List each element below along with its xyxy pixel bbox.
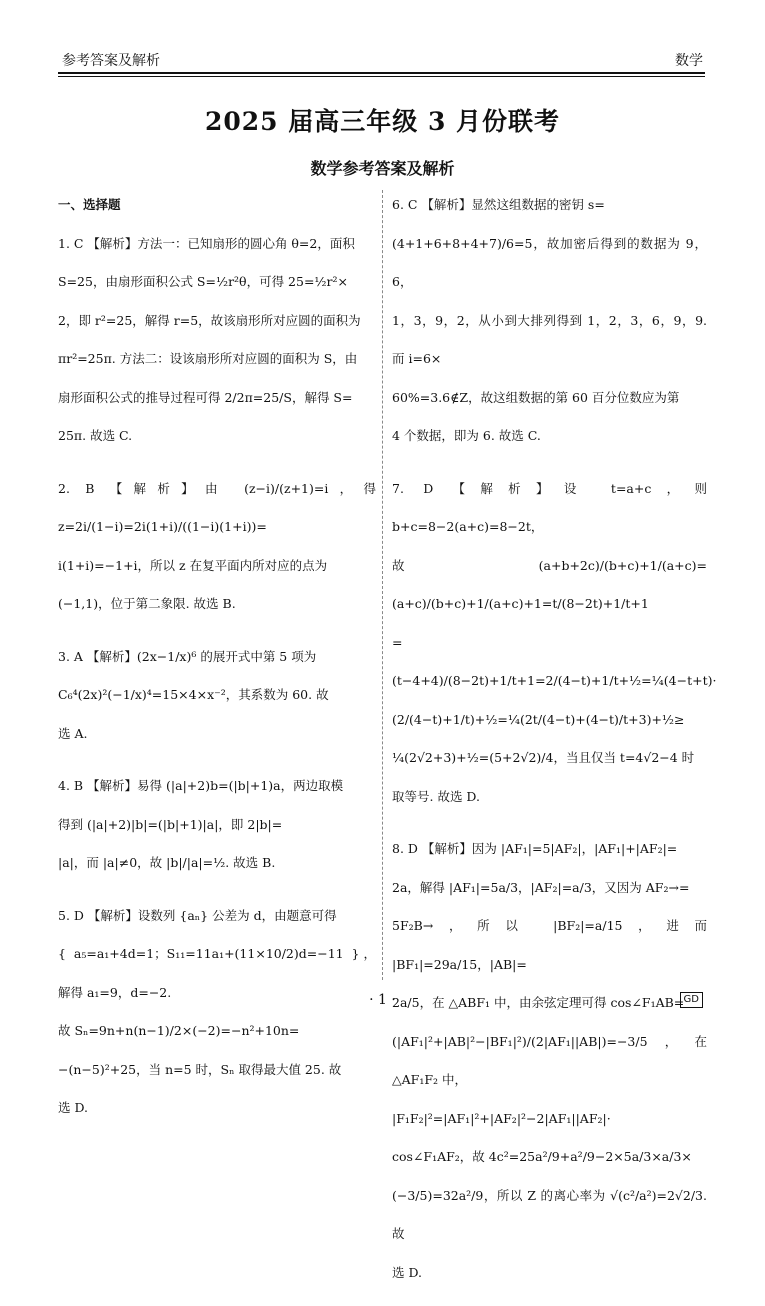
answer-line: 得到 (|a|+2)|b|=(|b|+1)|a|，即 2|b|= [58,816,283,832]
header-subject: 数学 [675,53,703,69]
answer-item [58,225,376,456]
header-rule-thin [58,76,705,77]
answer-item [392,186,707,456]
answer-line: 5. D 【解析】设数列 {aₙ} 公差为 d，由题意可得 [58,907,337,923]
answer-item [58,470,376,624]
answer-line: (−3/5)=32a²/9，所以 Z 的离心率为 √(c²/a²)=2√2/3. 故 [392,1187,707,1241]
answer-item [392,470,717,817]
answer-line: (|AF₁|²+|AB|²−|BF₁|²)/(2|AF₁||AB|)=−3/5，在 △AF₁F₂ 中， [392,1033,707,1087]
answer-line: 3. A 【解析】(2x−1/x)⁶ 的展开式中第 5 项为 [58,648,317,664]
answer-line: C₆⁴(2x)²(−1/x)⁴=15×4×x⁻²，其系数为 60. 故 [58,687,329,702]
answer-line: 扇形面积公式的推导过程可得 2/2π=25/S，解得 S= [58,389,353,405]
answer-line: 6. C 【解析】显然这组数据的密钥 s= [392,197,605,212]
right-column [392,186,717,1306]
answer-line: cos∠F₁AF₂，故 4c²=25a²/9+a²/9−2×5a/3×a/3× [392,1149,692,1164]
answer-line: 2. B 【解析】由 (z−i)/(z+1)=i，得 z=2i/(1−i)=2i(1+i)/((1−i)(1+i))= [58,480,376,534]
page-title: 2025 届高三年级 3 月份联考 [204,107,561,136]
right-answers-list [392,186,717,1292]
section-heading: 一、选择题 [58,197,121,212]
header-rule-thick [58,72,705,74]
answer-line: ¼(2√2+3)+½=(5+2√2)/4，当且仅当 t=4√2−4 时 [392,750,695,765]
page-subtitle: 数学参考答案及解析 [310,159,455,178]
answer-line: (4+1+6+8+4+7)/6=5，故加密后得到的数据为 9，6， [392,235,707,289]
answer-line: =(t−4+4)/(8−2t)+1/t+1=2/(4−t)+1/t+½=¼(4−t+t)· [392,634,717,688]
answer-line: 4. B 【解析】易得 (|a|+2)b=(|b|+1)a，两边取模 [58,778,344,793]
answer-line: 故 Sₙ=9n+n(n−1)/2×(−2)=−n²+10n= [58,1023,300,1038]
answer-line: 选 D. [392,1264,423,1280]
answer-line: { a₅=a₁+4d=1；S₁₁=11a₁+(11×10/2)d=−11 }，解得 a₁=9，d=−2. [58,946,376,1000]
answer-line: 取等号. 故选 D. [392,788,480,804]
answer-line: 60%=3.6∉Z，故这组数据的第 60 百分位数应为第 [392,389,680,405]
answer-line: 选 A. [58,725,88,741]
answer-item [58,897,376,1128]
answer-line: 8. D 【解析】因为 |AF₁|=5|AF₂|，|AF₁|+|AF₂|= [392,841,678,856]
answer-line: πr²=25π. 方法二：设该扇形所对应圆的面积为 S，由 [58,351,358,366]
answer-line: |a|，而 |a|≠0，故 |b|/|a|=½. 故选 B. [58,855,276,870]
answer-line: 5F₂B→，所以 |BF₂|=a/15，进而 |BF₁|=29a/15，|AB|= [392,918,707,972]
answer-line: 2a/5，在 △ABF₁ 中，由余弦定理可得 cos∠F₁AB= [392,995,685,1010]
answer-item [58,767,376,883]
answer-line: i(1+i)=−1+i，所以 z 在复平面内所对应的点为 [58,557,328,573]
answer-line: 2，即 r²=25，解得 r=5，故该扇形所对应圆的面积为 [58,312,361,328]
page-number: · 1 · [369,992,396,1008]
region-code-badge: GD [680,992,703,1008]
answer-item [392,830,707,1292]
answer-line: (2/(4−t)+1/t)+½=¼(2t/(4−t)+(4−t)/t+3)+½≥ [392,711,685,727]
answer-line: 7. D 【解析】设 t=a+c，则 b+c=8−2(a+c)=8−2t， [392,480,707,534]
header-left-title: 参考答案及解析 [62,53,160,69]
answer-line: 1. C 【解析】方法一：已知扇形的圆心角 θ=2，面积 [58,235,355,251]
answer-line: 4 个数据，即为 6. 故选 C. [392,428,541,443]
answer-line: 2a，解得 |AF₁|=5a/3，|AF₂|=a/3，又因为 AF₂→= [392,879,690,895]
answer-line: −(n−5)²+25，当 n=5 时，Sₙ 取得最大值 25. 故 [58,1061,342,1077]
answer-item [58,638,376,754]
answer-line: 1，3，9，2，从小到大排列得到 1，2，3，6，9，9. 而 i=6× [392,312,707,366]
answer-line: 故 (a+b+2c)/(b+c)+1/(a+c)=(a+c)/(b+c)+1/(a+c)+1=t/(8−2t)+1/t+1 [392,557,707,611]
answer-line: (−1,1)，位于第二象限. 故选 B. [58,596,236,611]
answer-line: 25π. 故选 C. [58,428,133,443]
answer-line: S=25，由扇形面积公式 S=½r²θ，可得 25=½r²× [58,274,349,289]
column-divider [382,190,383,980]
answer-line: 选 D. [58,1100,89,1115]
answer-line: |F₁F₂|²=|AF₁|²+|AF₂|²−2|AF₁||AF₂|· [392,1110,611,1126]
